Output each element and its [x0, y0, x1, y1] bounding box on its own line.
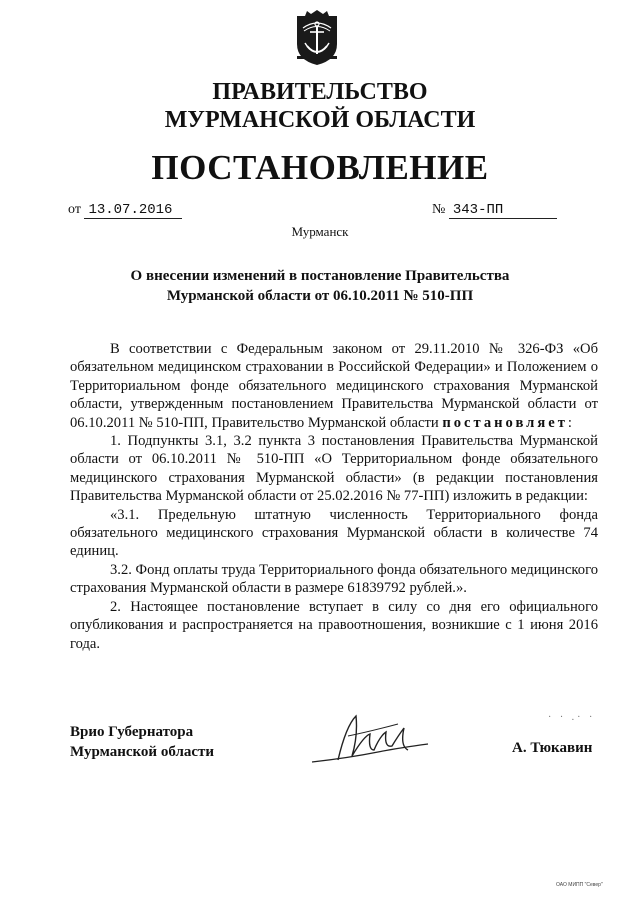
document-title: [80, 266, 560, 306]
preamble-colon: :: [567, 414, 572, 431]
position-line1: Врио Губернатора: [70, 724, 194, 740]
date-prefix: от: [68, 202, 81, 217]
number-prefix: №: [432, 202, 446, 217]
resolves-verb: постановляет: [442, 414, 568, 431]
handwritten-signature: [308, 706, 438, 776]
title-line2: Мурманской области от 06.10.2011 № 510-ПП: [166, 288, 474, 304]
signatory-name: А. Тюкавин: [512, 740, 593, 756]
coat-of-arms-emblem: [295, 10, 339, 66]
number-value: 343-ПП: [449, 202, 557, 219]
signatory-position: [70, 722, 214, 762]
organization-name-line1: ПРАВИТЕЛЬСТВО: [212, 79, 428, 105]
position-line2: Мурманской области: [70, 744, 215, 760]
body-paragraph-3-1: «3.1. Предельную штатную численность Территориального фонда обязательного медицинского страхования Мурманской области в количестве 74 единиц.: [70, 506, 598, 560]
body-paragraph-1: 1. Подпункты 3.1, 3.2 пункта 3 постановления Правительства Мурманской области от 06.10.2011 № 510-ПП «О Территориальном фонде обязательного медицинского страхования Мурманской области» (в редакции постановления Правительства Мурманской области от 25.02.2016 № 77-ПП) изложить в редакции:: [70, 433, 598, 505]
body-paragraph-2: 2. Настоящее постановление вступает в силу со дня его официального опубликования и распространяется на правоотношения, возникшие с 1 июня 2016 года.: [70, 598, 598, 652]
document-number: [432, 202, 557, 219]
document-date: [68, 202, 182, 219]
body-paragraph-preamble: [70, 340, 598, 432]
document-type: ПОСТАНОВЛЕНИЕ: [151, 148, 489, 187]
date-value: 13.07.2016: [84, 202, 182, 219]
preamble-text: В соответствии с Федеральным законом от 29.11.2010 № 326-ФЗ «Об обязательном медицинском страховании в Российской Федерации» и Положением о Территориальном фонде обязательного медицинского страхования Мурманской области, утвержденным постановлением Правительства Мурманской области от 06.10.2011 № 510-ПП, Правительство Мурманской области: [70, 341, 598, 431]
document-body: [70, 340, 598, 653]
printer-mark: ОАО МИПП "Север": [556, 882, 603, 888]
scan-specks: · · .· ·: [548, 712, 596, 723]
body-paragraph-3-2: 3.2. Фонд оплаты труда Территориального фонда обязательного медицинского страхования Мурманской области в размере 61839792 рублей.».: [70, 561, 598, 597]
title-line1: О внесении изменений в постановление Правительства: [130, 268, 510, 284]
city-name: Мурманск: [291, 224, 349, 239]
organization-name-line2: МУРМАНСКОЙ ОБЛАСТИ: [164, 107, 476, 133]
